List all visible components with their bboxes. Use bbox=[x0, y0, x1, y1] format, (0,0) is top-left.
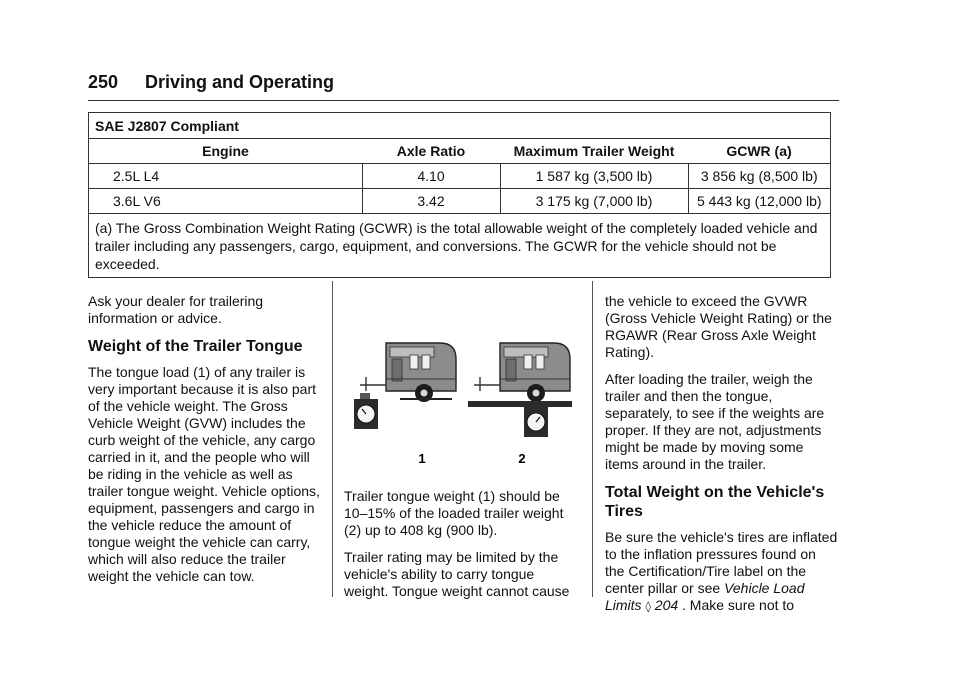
trailer-2-illustration bbox=[468, 343, 572, 437]
cell-engine: 2.5L L4 bbox=[89, 164, 362, 189]
weigh-trailer-paragraph: After loading the trailer, weigh the trailer and then the tongue, separately, to see if the weights are proper. If they are not, adjustments might be made by moving some items around in the trailer. bbox=[605, 371, 825, 472]
tire-text-end: . Make sure not to bbox=[678, 597, 795, 613]
tire-text-start: Be sure the vehicle's tires are inflated to the inflation pressures found on the Certification/Tire label on the center pillar or see bbox=[605, 529, 838, 596]
section-title: Driving and Operating bbox=[145, 72, 335, 92]
trailer-spec-table bbox=[88, 112, 831, 278]
cell-gcwr: 5 443 kg (12,000 lb) bbox=[688, 189, 830, 214]
cell-axle-ratio: 3.42 bbox=[362, 189, 500, 214]
heading-total-weight-tires: Total Weight on the Vehicle's Tires bbox=[605, 484, 825, 520]
table-row bbox=[89, 164, 830, 189]
tongue-weight-paragraph: Trailer tongue weight (1) should be 10–15% of the loaded trailer weight (2) up to 408 kg (900 lb). bbox=[344, 488, 564, 538]
cell-engine: 3.6L V6 bbox=[89, 189, 362, 214]
cell-max-trailer-weight: 3 175 kg (7,000 lb) bbox=[500, 189, 688, 214]
page-number: 250 bbox=[88, 72, 119, 92]
text-column-1 bbox=[88, 293, 320, 595]
col-header-axle-ratio: Axle Ratio bbox=[362, 139, 500, 164]
spec-header-row bbox=[89, 139, 830, 164]
page-reference-number[interactable]: 204 bbox=[654, 597, 679, 613]
cell-max-trailer-weight: 1 587 kg (3,500 lb) bbox=[500, 164, 688, 189]
col-header-gcwr: GCWR (a) bbox=[688, 139, 830, 164]
cell-gcwr: 3 856 kg (8,500 lb) bbox=[688, 164, 830, 189]
figure-label-2: 2 bbox=[518, 451, 526, 466]
column-divider bbox=[332, 281, 333, 597]
spec-table-title: SAE J2807 Compliant bbox=[89, 113, 830, 139]
trailer-tongue-weight-figure bbox=[350, 333, 578, 473]
gvwr-paragraph: the vehicle to exceed the GVWR (Gross Vehicle Weight Rating) or the RGAWR (Rear Gross Axle Weight Rating). bbox=[605, 293, 832, 360]
vehicle-load-limits-link[interactable]: Vehicle Load Limits bbox=[605, 580, 805, 613]
cell-axle-ratio: 4.10 bbox=[362, 164, 500, 189]
trailer-1-illustration bbox=[354, 343, 456, 429]
text-column-2 bbox=[344, 488, 576, 610]
col-header-max-trailer-weight: Maximum Trailer Weight bbox=[500, 139, 688, 164]
page-reference-icon: ◊ bbox=[645, 600, 651, 613]
heading-trailer-tongue: Weight of the Trailer Tongue bbox=[88, 338, 303, 355]
figure-label-1: 1 bbox=[418, 451, 426, 466]
text-column-3 bbox=[605, 293, 839, 625]
intro-paragraph: Ask your dealer for trailering information or advice. bbox=[88, 293, 264, 326]
trailer-rating-paragraph: Trailer rating may be limited by the vehicle's ability to carry tongue weight. Tongue weight cannot cause bbox=[344, 549, 570, 599]
spec-table bbox=[89, 139, 830, 214]
spec-table-footnote: (a) The Gross Combination Weight Rating (GCWR) is the total allowable weight of the completely loaded vehicle and trailer including any passengers, cargo, equipment, and conversions. The GCWR for the vehicle should not be exceeded. bbox=[95, 220, 818, 272]
page-header bbox=[88, 70, 839, 101]
col-header-engine: Engine bbox=[89, 139, 362, 164]
tongue-paragraph: The tongue load (1) of any trailer is very important because it is also part of the vehicle weight. The Gross Vehicle Weight (GVW) includes the curb weight of the vehicle, any cargo carried in it, and the people who will be riding in the vehicle as well as trailer tongue weight. Vehicle options, equipment, passengers and cargo in the vehicle reduce the amount of tongue weight the vehicle can carry, which will also reduce the trailer weight the vehicle can tow. bbox=[88, 364, 320, 584]
table-row bbox=[89, 189, 830, 214]
tire-inflation-paragraph bbox=[605, 529, 839, 615]
column-divider bbox=[592, 281, 593, 597]
